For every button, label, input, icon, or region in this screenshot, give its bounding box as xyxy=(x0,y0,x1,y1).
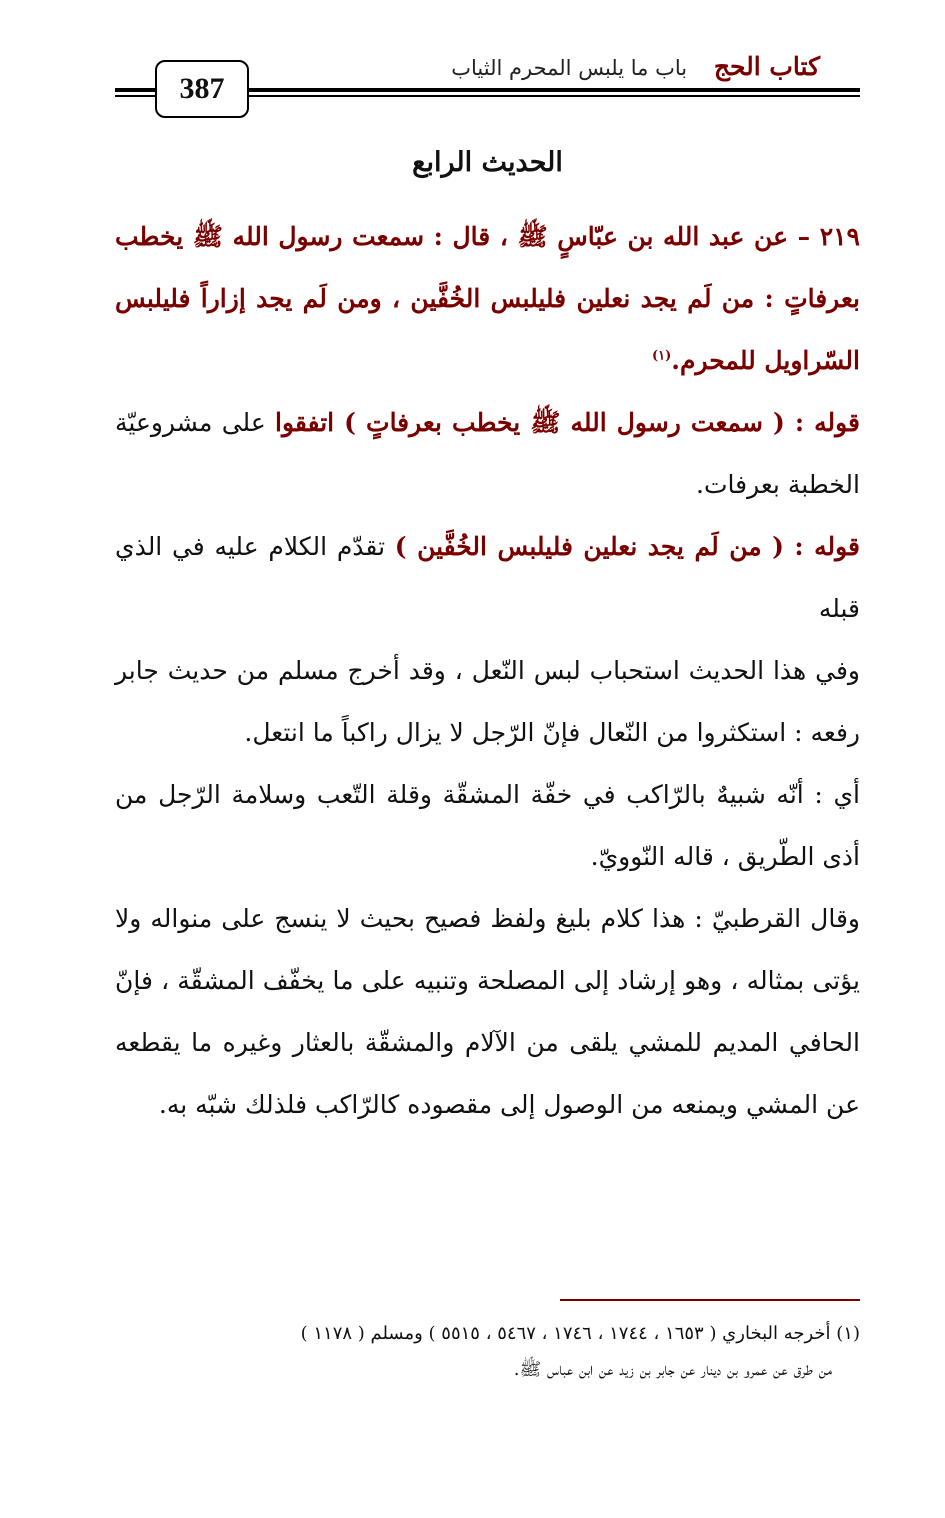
footnote-line-1: (١) أخرجه البخاري ( ١٦٥٣ ، ١٧٤٤ ، ١٧٤٦ ، ٥٤٦٧ ، ٥٥١٥ ) ومسلم ( ١١٧٨ ) xyxy=(300,1323,860,1344)
commentary-text-1: على مشروعيّة الخطبة بعرفات. xyxy=(115,408,860,499)
commentary-paragraph-1 xyxy=(115,392,860,516)
commentary-paragraph-2 xyxy=(115,516,860,640)
footnote-separator xyxy=(560,1299,860,1301)
footnote-marker: (١) xyxy=(651,348,672,364)
page-number: 387 xyxy=(155,60,249,118)
footnotes xyxy=(115,1316,860,1388)
hadith-text xyxy=(115,206,860,392)
section-title: الحديث الرابع xyxy=(412,147,563,178)
quoted-phrase-2: قوله : ( من لَم يجد نعلين فليلبس الخُفَّين ) xyxy=(394,532,860,561)
commentary-text-2: تقدّم الكلام عليه في الذي قبله xyxy=(115,532,860,623)
chapter-title: باب ما يلبس المحرم الثياب xyxy=(451,56,688,80)
commentary-paragraph-5: وقال القرطبيّ : هذا كلام بليغ ولفظ فصيح بحيث لا ينسج على منواله ولا يؤتى بمثاله ، وهو إرشاد إلى المصلحة وتنبيه على ما يخفّف المشقّة ، فإنّ الحافي المديم للمشي يلقى من الآلام والمشقّة بالعثار وغيره ما يقطعه عن المشي ويمنعه من الوصول إلى مقصوده كالرّاكب فلذلك شبّه به. xyxy=(115,904,860,1119)
commentary-paragraph-4: أي : أنّه شبيهٌ بالرّاكب في خفّة المشقّة وقلة التّعب وسلامة الرّجل من أذى الطّريق ، قاله النّوويّ. xyxy=(115,780,860,871)
commentary-paragraph-3: وفي هذا الحديث استحباب لبس النّعل ، وقد أخرج مسلم من حديث جابر رفعه : استكثروا من النّعال فإنّ الرّجل لا يزال راكباً ما انتعل. xyxy=(115,656,860,747)
hadith-body: ٢١٩ – عن عبد الله بن عبّاسٍ ﷺ ، قال : سمعت رسول الله ﷺ يخطب بعرفاتٍ : من لَم يجد نعلين فليلبس الخُفَّين ، ومن لَم يجد إزاراً فليلبس السّراويل للمحرم. xyxy=(115,222,860,375)
quoted-phrase-1: قوله : ( سمعت رسول الله ﷺ يخطب بعرفاتٍ ) اتفقوا xyxy=(275,408,860,437)
running-title xyxy=(451,52,820,81)
page-header xyxy=(115,50,860,120)
book-title: كتاب الحج xyxy=(713,52,820,81)
page-body xyxy=(115,130,860,1136)
footnote-line-2: من طرق عن عمرو بن دينار عن جابر بن زيد عن ابن عباس ﷺ. xyxy=(513,1359,832,1380)
